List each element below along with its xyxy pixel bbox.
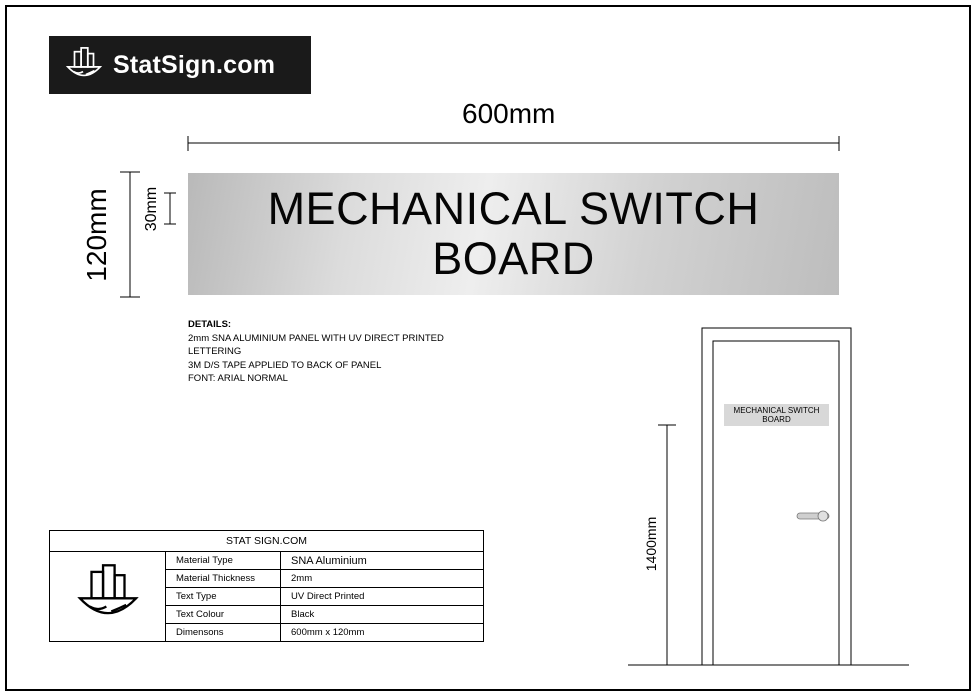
spec-label: Material Thickness: [166, 570, 281, 588]
table-row: [50, 552, 484, 570]
width-dimension: 600mm: [462, 98, 556, 129]
spec-label: Text Colour: [166, 606, 281, 624]
details-line: 3M D/S TAPE APPLIED TO BACK OF PANEL: [188, 359, 382, 371]
details-block: [188, 318, 444, 386]
spec-value: Black: [281, 606, 484, 624]
sign-text-line-2: BOARD: [432, 233, 595, 284]
door-handle-icon: [797, 511, 829, 521]
spec-value: 2mm: [281, 570, 484, 588]
details-line: 2mm SNA ALUMINIUM PANEL WITH UV DIRECT PRINTED: [188, 332, 444, 344]
spec-value: UV Direct Printed: [281, 588, 484, 606]
sign-text-line-1: MECHANICAL SWITCH: [267, 183, 760, 234]
door-sign-line-1: MECHANICAL SWITCH: [733, 406, 820, 415]
height-dimension: 120mm: [81, 188, 112, 282]
spec-table-title: STAT SIGN.COM: [50, 531, 484, 552]
spec-value: 600mm x 120mm: [281, 624, 484, 642]
details-heading: DETAILS:: [188, 319, 232, 330]
details-line: FONT: ARIAL NORMAL: [188, 373, 288, 384]
mount-height-dimension: 1400mm: [643, 516, 659, 572]
door-sign-line-2: BOARD: [762, 415, 791, 424]
brand-name: StatSign.com: [113, 50, 276, 79]
spec-label: Material Type: [166, 552, 281, 570]
spec-label: Text Type: [166, 588, 281, 606]
sign-panel: [188, 173, 839, 295]
spec-logo-cell: [50, 552, 166, 642]
city-globe-icon: [75, 562, 141, 628]
spec-table: [49, 530, 484, 642]
details-line: LETTERING: [188, 346, 242, 357]
spec-label: Dimensons: [166, 624, 281, 642]
letter-height-dimension: 30mm: [143, 186, 160, 232]
door-sign-preview: [724, 404, 829, 426]
spec-value: SNA Aluminium: [281, 552, 484, 570]
